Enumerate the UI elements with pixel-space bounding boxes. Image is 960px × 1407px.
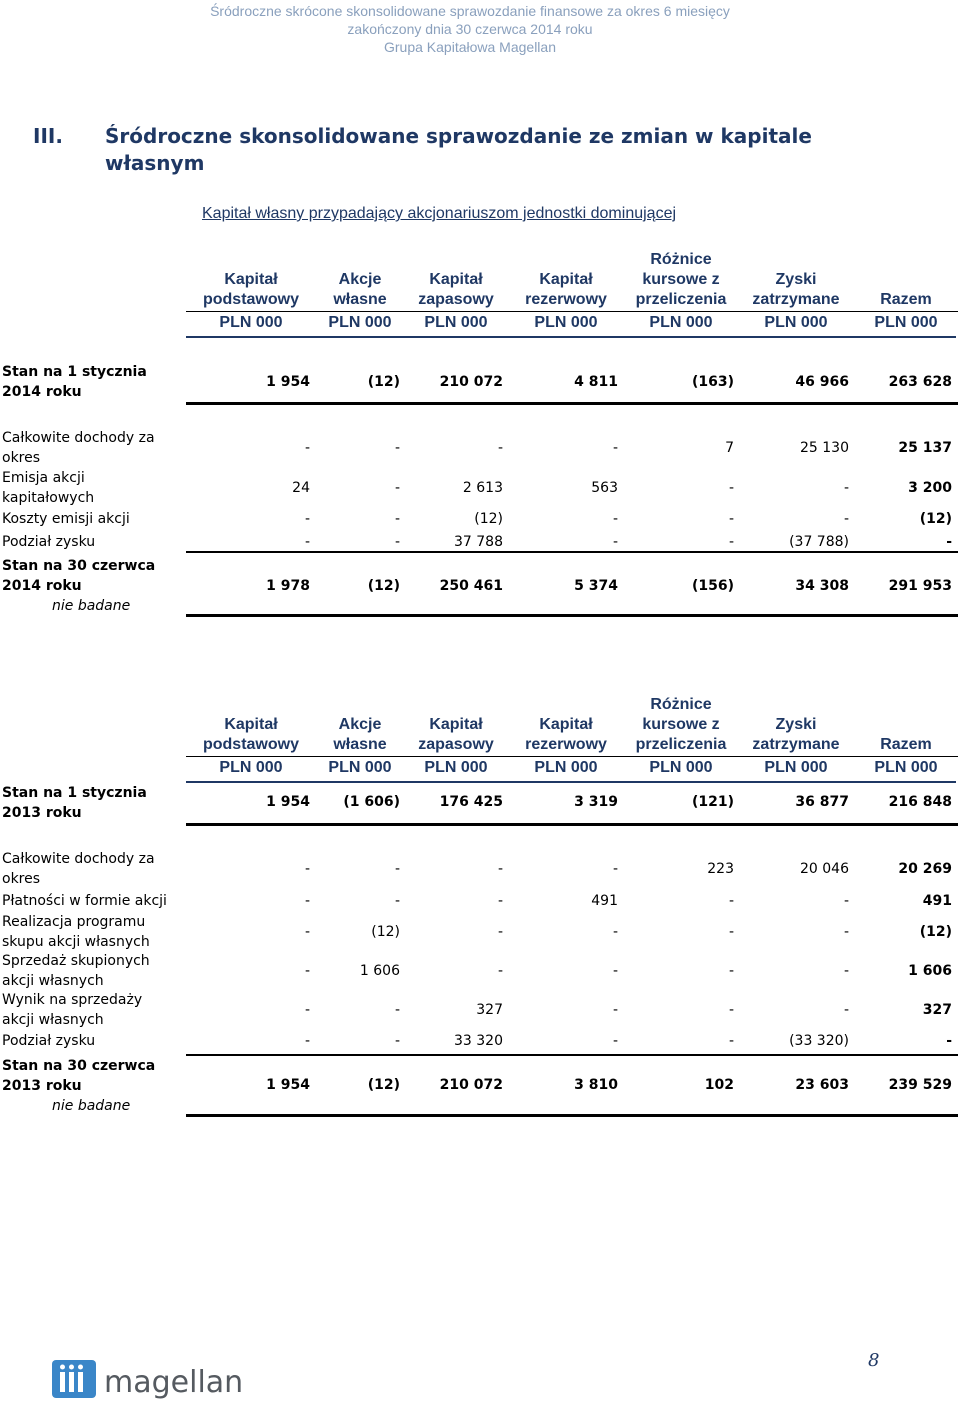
column-header-line: podstawowy — [202, 736, 299, 753]
cell-value: 33 320 — [454, 1033, 503, 1049]
page-header — [0, 2, 940, 56]
row-label-line: Emisja akcji — [2, 470, 85, 486]
cell-value: - — [728, 924, 734, 940]
cell-value: 1 954 — [266, 374, 310, 390]
cell-value: 20 046 — [800, 861, 849, 877]
column-unit-1: PLN 000 — [328, 314, 392, 331]
column-header-line: podstawowy — [202, 291, 299, 308]
cell-value: 20 269 — [898, 861, 952, 877]
column-header-6 — [856, 290, 956, 310]
logo-text: magellan — [104, 1365, 244, 1400]
row-label-line: okres — [2, 871, 41, 887]
column-unit-3: PLN 000 — [534, 314, 598, 331]
cell-value: - — [394, 1033, 400, 1049]
cell-value: - — [304, 963, 310, 979]
cell-value: - — [394, 1002, 400, 1018]
column-header-0 — [196, 715, 306, 755]
cell-value: 1 954 — [266, 1077, 310, 1093]
column-header-6 — [856, 735, 956, 755]
row-label-line: Całkowite dochody za — [2, 430, 155, 446]
column-header-line: kursowe z — [642, 271, 720, 288]
row-label-line: 2013 roku — [2, 1078, 82, 1094]
row-note: nie badane — [52, 598, 131, 614]
cell-value: 563 — [591, 480, 618, 496]
cell-value: - — [612, 963, 618, 979]
cell-value: - — [728, 534, 734, 550]
cell-value: - — [728, 511, 734, 527]
column-unit-5: PLN 000 — [764, 314, 828, 331]
cell-value: - — [946, 1033, 952, 1049]
column-header-3 — [511, 270, 621, 310]
cell-value: 5 374 — [574, 578, 618, 594]
cell-value: (37 788) — [789, 534, 849, 550]
row-label-line: skupu akcji własnych — [2, 934, 150, 950]
column-header-line: zatrzymane — [752, 736, 840, 753]
closing-balance-underline — [186, 1114, 958, 1117]
magellan-logo-icon — [52, 1358, 272, 1402]
row-label-line: Podział zysku — [2, 1033, 96, 1049]
column-header-line: Różnice — [650, 696, 712, 713]
cell-value: - — [843, 893, 849, 909]
column-header-line: Kapitał — [539, 716, 593, 733]
cell-value: 210 072 — [439, 374, 503, 390]
column-header-line: Akcje — [338, 271, 382, 288]
column-header-line: Różnice — [650, 251, 712, 268]
cell-value: - — [843, 511, 849, 527]
row-label — [2, 951, 172, 991]
row-label — [2, 428, 172, 468]
column-header-line: zatrzymane — [752, 291, 840, 308]
cell-value: - — [394, 440, 400, 456]
row-label-line: Wynik na sprzedaży — [2, 992, 143, 1008]
cell-value: 491 — [922, 893, 952, 909]
column-header-5 — [741, 715, 851, 755]
cell-value: - — [394, 861, 400, 877]
column-header-line: Akcje — [338, 716, 382, 733]
cell-value: 3 319 — [574, 794, 618, 810]
column-unit-0: PLN 000 — [219, 759, 283, 776]
unit-underline — [186, 336, 956, 338]
cell-value: 327 — [922, 1002, 952, 1018]
column-unit-2: PLN 000 — [424, 314, 488, 331]
header-line-3: Grupa Kapitałowa Magellan — [384, 39, 556, 55]
cell-value: - — [394, 534, 400, 550]
cell-value: - — [946, 534, 952, 550]
cell-value: (1 606) — [343, 794, 400, 810]
row-label — [2, 912, 172, 952]
cell-value: - — [843, 924, 849, 940]
page-number: 8 — [868, 1350, 880, 1371]
column-header-line: Kapitał — [539, 271, 593, 288]
column-header-1 — [315, 270, 405, 310]
cell-value: (163) — [691, 374, 734, 390]
row-label-line: Całkowite dochody za — [2, 851, 155, 867]
cell-value: (12) — [367, 578, 400, 594]
row-label-line: Stan na 1 stycznia — [2, 785, 147, 801]
cell-value: 239 529 — [888, 1077, 952, 1093]
row-label-line: akcji własnych — [2, 973, 104, 989]
cell-value: - — [612, 534, 618, 550]
column-header-5 — [741, 270, 851, 310]
column-header-line: Zyski — [775, 716, 817, 733]
cell-value: - — [304, 1033, 310, 1049]
column-header-line: Kapitał — [224, 271, 278, 288]
column-unit-4: PLN 000 — [649, 759, 713, 776]
cell-value: 25 137 — [898, 440, 952, 456]
row-label — [2, 990, 172, 1030]
row-label-line: Stan na 1 stycznia — [2, 364, 147, 380]
cell-value: - — [612, 861, 618, 877]
cell-value: - — [304, 861, 310, 877]
column-header-line: Kapitał — [429, 271, 483, 288]
cell-value: 1 606 — [908, 963, 952, 979]
cell-value: - — [304, 1002, 310, 1018]
cell-value: - — [612, 440, 618, 456]
cell-value: (12) — [367, 1077, 400, 1093]
cell-value: 4 811 — [574, 374, 618, 390]
column-header-line: rezerwowy — [525, 291, 607, 308]
column-header-line: rezerwowy — [525, 736, 607, 753]
row-label — [2, 1056, 172, 1116]
cell-value: - — [497, 861, 503, 877]
cell-value: 102 — [704, 1077, 734, 1093]
table-subtitle: Kapitał własny przypadający akcjonariuszom jednostki dominującej — [202, 205, 677, 222]
cell-value: - — [304, 440, 310, 456]
column-header-0 — [196, 270, 306, 310]
cell-value: - — [394, 893, 400, 909]
cell-value: 24 — [292, 480, 310, 496]
cell-value: - — [497, 440, 503, 456]
cell-value: (121) — [691, 794, 734, 810]
closing-balance-underline — [186, 614, 958, 617]
cell-value: (33 320) — [789, 1033, 849, 1049]
cell-value: (12) — [367, 374, 400, 390]
closing-balance-overline — [186, 551, 958, 553]
magellan-logo — [52, 1358, 272, 1402]
column-header-line: przeliczenia — [635, 736, 727, 753]
column-header-line: Kapitał — [224, 716, 278, 733]
column-unit-1: PLN 000 — [328, 759, 392, 776]
cell-value: - — [843, 1002, 849, 1018]
cell-value: 216 848 — [888, 794, 952, 810]
row-label — [2, 362, 172, 402]
column-header-2 — [406, 270, 506, 310]
header-divider — [186, 756, 958, 757]
cell-value: - — [497, 893, 503, 909]
cell-value: - — [612, 1033, 618, 1049]
row-label-line: akcji własnych — [2, 1012, 104, 1028]
row-label — [2, 532, 172, 552]
row-label-line: okres — [2, 450, 41, 466]
cell-value: 36 877 — [795, 794, 849, 810]
row-label-line: 2014 roku — [2, 384, 82, 400]
cell-value: 327 — [476, 1002, 503, 1018]
cell-value: - — [728, 963, 734, 979]
cell-value: - — [728, 1002, 734, 1018]
cell-value: (12) — [919, 924, 952, 940]
cell-value: 3 200 — [908, 480, 952, 496]
cell-value: - — [304, 534, 310, 550]
cell-value: - — [304, 924, 310, 940]
cell-value: 291 953 — [888, 578, 952, 594]
column-unit-5: PLN 000 — [764, 759, 828, 776]
cell-value: 176 425 — [439, 794, 503, 810]
cell-value: - — [497, 963, 503, 979]
cell-value: - — [497, 924, 503, 940]
cell-value: 491 — [591, 893, 618, 909]
cell-value: (156) — [691, 578, 734, 594]
cell-value: - — [728, 893, 734, 909]
column-header-line: Zyski — [775, 271, 817, 288]
row-label-line: Koszty emisji akcji — [2, 511, 130, 527]
column-header-3 — [511, 715, 621, 755]
cell-value: (12) — [371, 924, 400, 940]
cell-value: 1 954 — [266, 794, 310, 810]
row-note: nie badane — [52, 1098, 131, 1114]
closing-balance-overline — [186, 1054, 958, 1056]
cell-value: - — [612, 1002, 618, 1018]
cell-value: 25 130 — [800, 440, 849, 456]
row-label — [2, 509, 172, 529]
column-header-line: zapasowy — [418, 736, 494, 753]
opening-balance-underline — [186, 823, 958, 826]
cell-value: - — [728, 1033, 734, 1049]
column-unit-6: PLN 000 — [874, 759, 938, 776]
row-label-line: 2013 roku — [2, 805, 82, 821]
cell-value: 7 — [725, 440, 734, 456]
unit-underline — [186, 781, 956, 783]
column-unit-0: PLN 000 — [219, 314, 283, 331]
row-label-line: Płatności w formie akcji — [2, 893, 167, 909]
column-header-line: Razem — [880, 291, 932, 308]
row-label — [2, 783, 172, 823]
cell-value: 1 978 — [266, 578, 310, 594]
cell-value: 34 308 — [795, 578, 849, 594]
cell-value: 23 603 — [795, 1077, 849, 1093]
column-unit-4: PLN 000 — [649, 314, 713, 331]
row-label-line: 2014 roku — [2, 578, 82, 594]
cell-value: 250 461 — [439, 578, 503, 594]
cell-value: - — [612, 924, 618, 940]
cell-value: (12) — [919, 511, 952, 527]
row-label-line: kapitałowych — [2, 490, 95, 506]
cell-value: 223 — [707, 861, 734, 877]
row-label — [2, 891, 172, 911]
cell-value: - — [304, 893, 310, 909]
cell-value: 2 613 — [462, 480, 503, 496]
cell-value: - — [843, 963, 849, 979]
column-header-line: Kapitał — [429, 716, 483, 733]
cell-value: - — [612, 511, 618, 527]
column-header-line: zapasowy — [418, 291, 494, 308]
column-header-line: kursowe z — [642, 716, 720, 733]
header-line-1: Śródroczne skrócone skonsolidowane sprawozdanie finansowe za okres 6 miesięcy — [210, 3, 730, 19]
row-label — [2, 849, 172, 889]
cell-value: 46 966 — [795, 374, 849, 390]
column-header-line: Razem — [880, 736, 932, 753]
cell-value: 210 072 — [439, 1077, 503, 1093]
header-divider — [186, 311, 958, 312]
cell-value: (12) — [474, 511, 503, 527]
cell-value: - — [843, 480, 849, 496]
row-label-line: Stan na 30 czerwca — [2, 1058, 156, 1074]
cell-value: - — [728, 480, 734, 496]
cell-value: 3 810 — [574, 1077, 618, 1093]
cell-value: - — [394, 511, 400, 527]
row-label-line: Sprzedaż skupionych — [2, 953, 150, 969]
row-label — [2, 468, 172, 508]
cell-value: 37 788 — [454, 534, 503, 550]
column-header-line: własne — [333, 736, 387, 753]
column-header-line: własne — [333, 291, 387, 308]
header-line-2: zakończony dnia 30 czerwca 2014 roku — [347, 21, 593, 37]
column-header-4 — [626, 250, 736, 310]
section-number: III. — [33, 124, 63, 148]
section-title: Śródroczne skonsolidowane sprawozdanie ze zmian w kapitale własnym — [105, 124, 812, 175]
row-label — [2, 1031, 172, 1051]
column-header-4 — [626, 695, 736, 755]
column-header-1 — [315, 715, 405, 755]
cell-value: 1 606 — [359, 963, 400, 979]
row-label-line: Podział zysku — [2, 534, 96, 550]
cell-value: - — [394, 480, 400, 496]
cell-value: - — [304, 511, 310, 527]
row-label — [2, 556, 172, 616]
cell-value: 263 628 — [888, 374, 952, 390]
column-header-2 — [406, 715, 506, 755]
row-label-line: Realizacja programu — [2, 914, 146, 930]
row-label-line: Stan na 30 czerwca — [2, 558, 156, 574]
opening-balance-underline — [186, 402, 958, 405]
column-unit-3: PLN 000 — [534, 759, 598, 776]
column-unit-2: PLN 000 — [424, 759, 488, 776]
column-header-line: przeliczenia — [635, 291, 727, 308]
column-unit-6: PLN 000 — [874, 314, 938, 331]
